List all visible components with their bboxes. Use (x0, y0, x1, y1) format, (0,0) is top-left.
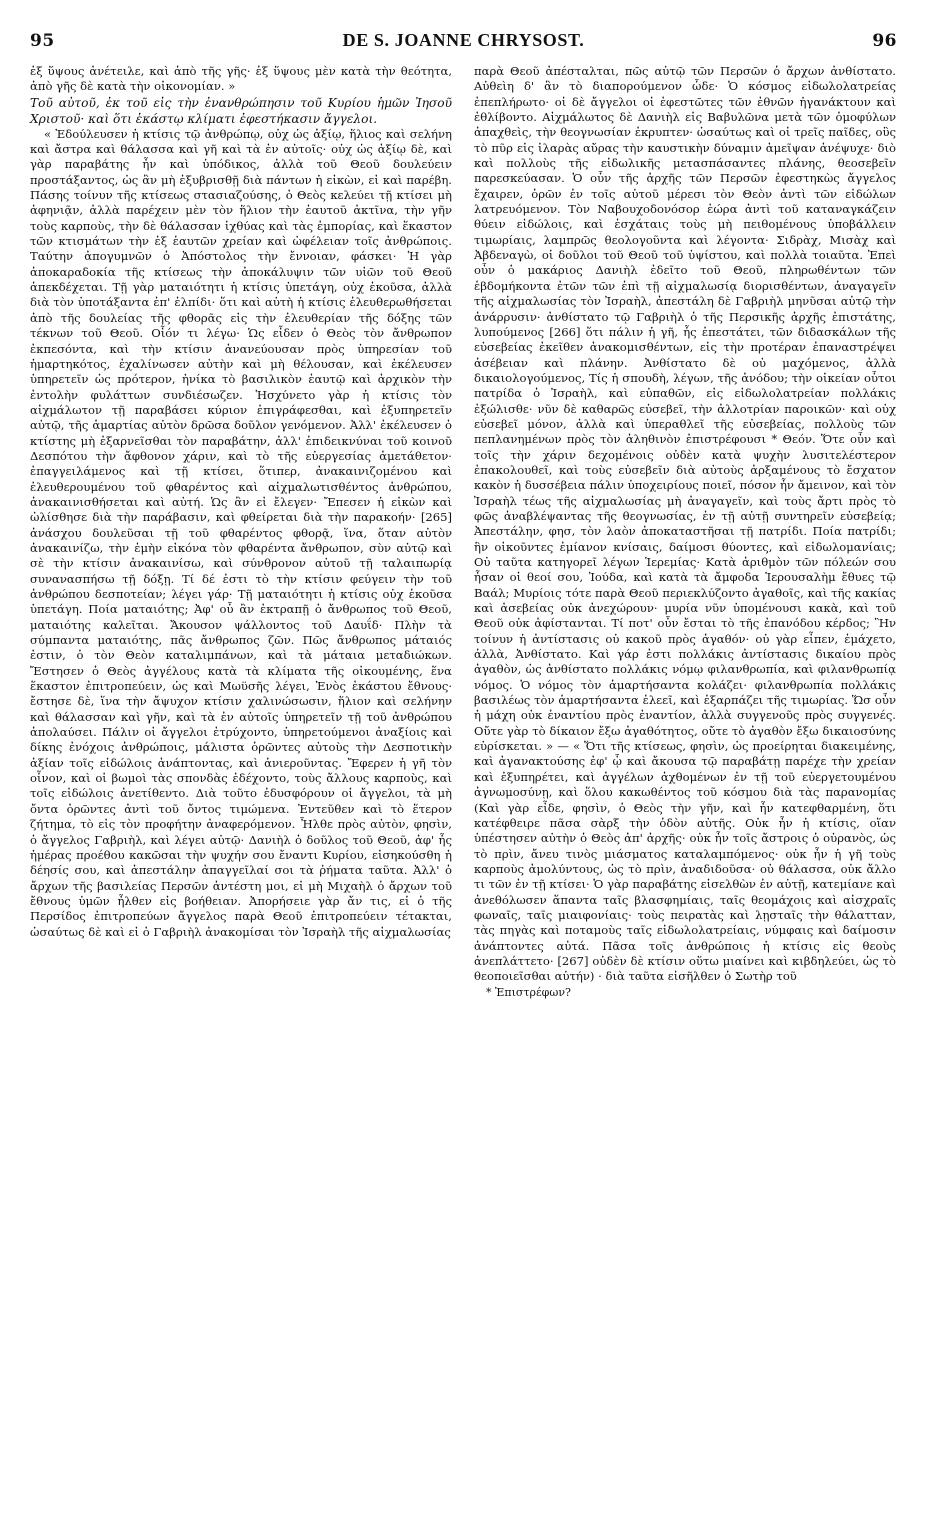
left-column-text: « Ἐδούλευσεν ἡ κτίσις τῷ ἀνθρώπῳ, οὐχ ὡς ἀξίῳ, ἥλιος καὶ σελήνη καὶ ἄστρα καὶ θάλασσα καὶ γῆ καὶ τὰ ἐν αὐτοῖς· οὐχ ὡς ἀξίῳ δὲ, καὶ γὰρ παραβάτης ἦν καὶ ὑπόδικος, ἀλλὰ τοῦ Θεοῦ δουλεύειν προστάξαντος, ὡς ἂν μὴ ἐξυβρισθῇ διὰ πάντων ἡ εἰκὼν, εἰ καὶ παρέβη. Πάσης τοίνυν τῆς κτίσεως στασιαζούσης, ὁ Θεὸς κελεύει τῇ κτίσει μὴ ἀφηνιᾷν, ἀλλὰ παρέχειν μὲν τὸν ἥλιον τὴν ἑαυτοῦ ἀκτῖνα, τὴν γῆν τοὺς καρποὺς, τὴν δὲ θάλασσαν ἰχθύας καὶ τὰς ἐμπορίας, καὶ ἕκαστον τῶν κτισμάτων τὴν ἐξ ἑαυτῶν χρείαν καὶ ὠφέλειαν τοῖς ἀνθρώποις. Ταύτην ἀπογυμνῶν ὁ Ἀπόστολος τὴν ἔννοιαν, φάσκει· Ἡ γὰρ ἀποκαραδοκία τῆς κτίσεως τὴν ἀποκάλυψιν τῶν υἱῶν τοῦ Θεοῦ ἀπεκδέχεται. Τῇ γὰρ ματαιότητι ἡ κτίσις ὑπετάγη, οὐχ ἑκοῦσα, ἀλλὰ διὰ τὸν ὑποτάξαντα ἐπ' ἐλπίδι· ὅτι καὶ αὐτὴ ἡ κτίσις ἐλευθερωθήσεται ἀπὸ τῆς δουλείας τῆς φθορᾶς εἰς τὴν ἐλευθερίαν τῆς δόξης τῶν τέκνων τοῦ Θεοῦ. Οἷόν τι λέγω· Ὡς εἶδεν ὁ Θεὸς τὸν ἄνθρωπον ἐκπεσόντα, καὶ τὴν κτίσιν ἀνανεύουσαν πρὸς ὑπηρεσίαν τοῦ ἡμαρτηκότος, ἐχαλίνωσεν αὐτὴν καὶ μὴ θέλουσαν, καὶ ἐκέλευσεν ὑπηρετεῖν ὡς πρότερον, ἡνίκα τὸ βασιλικὸν ἑαυτῷ καὶ ἀρχικὸν τὴν ἐντολὴν φυλάττων συνδιέσωζεν. Ἡσχύνετο γὰρ ἡ κτίσις τὸν αἰχμάλωτον τῇ παραβάσει κύριον ἐπιγράφεσθαι, καὶ ἐξυπηρετεῖν αὐτῷ, τῆς ἁμαρτίας αὐτὸν δρῶσα δοῦλον γενόμενον. Ἀλλ' ἐκέλευσεν ὁ κτίστης μὴ ἐξαρνεῖσθαι τὸν παραβάτην, ἀλλ' ἐπιδεικνύναι τοῦ κοινοῦ Δεσπότου τὴν ἄφθονον χάριν, καὶ τὸ τῆς εὐεργεσίας ἀμετάθετον· ἐπαγγειλάμενος καὶ τῇ κτίσει, ὅτιπερ, ἀνακαινιζομένου καὶ ἐλευθερουμένου τοῦ φθαρέντος καὶ αἰχμαλωτισθέντος ἀνθρώπου, ἀνακαινισθήσεται καὶ αὐτή. Ὡς ἂν εἰ ἔλεγεν· Ἔπεσεν ἡ εἰκὼν καὶ ὠλίσθησε διὰ τὴν παράβασιν, καὶ φθείρεται διὰ τὴν παρακοήν· [265] ἀνάσχου δουλεῦσαι τῇ τοῦ φθαρέντος φθορᾷ, ἵνα, ὅταν αὐτὸν ἀνακαινίζω, τὴν ἐμὴν εἰκόνα τὸν φθαρέντα ἄνθρωπον, σὺν αὐτῷ καὶ σὲ τὴν κτίσιν ἀνακαινίσω, καὶ σύνθρονον αὐτοῦ τῇ ταλαιπωρίᾳ συνανασπήσω τῇ δόξῃ. Τί δέ ἐστι τὸ τὴν κτίσιν φεύγειν τὴν τοῦ ἀνθρώπου δεσποτείαν; λέγει γάρ· Τῇ ματαιότητι ἡ κτίσις οὐχ ἑκοῦσα ὑπετάγη. Ποία ματαιότης; Ἀφ' οὗ ἂν ἐκτραπῇ ὁ ἄνθρωπος τοῦ Θεοῦ, ματαιότης καλεῖται. Ἄκουσον ψάλλοντος τοῦ Δαυΐδ· Πλὴν τὰ σύμπαντα ματαιότης, πᾶς ἄνθρωπος ζῶν. Πῶς ἄνθρωπος μάταιός ἐστιν, ὁ τὸν Θεὸν καταλιμπάνων, καὶ τὰ μάταια μεταδιώκων. Ἔστησεν ὁ Θεὸς ἀγγέλους κατὰ τὰ κλίματα τῆς οἰκουμένης, ἕνα ἕκαστον ἐπιτροπεύειν, ὡς καὶ Μωϋσῆς λέγει, Ἑνὸς ἑκάστου ἔθνους· ἔστησε δὲ, ἵνα τὴν ἄψυχον κτίσιν χαλινώσωσιν, ἥλιον καὶ σελήνην καὶ θάλασσαν καὶ γῆν, καὶ τὰ ἐν αὐτοῖς ὑπηρετεῖν τῇ τοῦ ἀνθρώπου ἀπολαύσει. Πάλιν οἱ ἄγγελοι ἐτρύχοντο, ὑπηρετούμενοι ἀναξίοις καὶ δίκης ἐνόχοις ἀνθρώποις, μάλιστα ὁρῶντες αὐτοὺς τὴν Δεσποτικὴν ἀξίαν τοῖς εἰδώλοις ἀνάπτοντας, καὶ ἀνιεροῦντας. Ἔφερεν ἡ γῆ τὸν οἶνον, καὶ οἱ βωμοὶ τὰς σπονδὰς ἐδέχοντο, τοὺς ἄλλους καρποὺς, καὶ τοῖς εἰδώλοις ἀνετίθεντο. Διὰ τοῦτο ἐδυσφόρουν οἱ ἄγγελοι, τὰ μὴ ὄντα ὁρῶντες ἀντὶ τοῦ ὄντος τιμώμενα. Ἐντεῦθεν καὶ τὸ ἕτερον ζήτημα, τὸ εἰς τὸν προφήτην ἀναφερόμενον. Ἦλθε πρὸς αὐτὸν, φησὶν, ὁ ἄγγελος Γαβριὴλ, καὶ λέγει αὐτῷ· Δανιὴλ ὁ δοῦλος τοῦ Θεοῦ, ἀφ' ἧς ἡμέρας προέθου κακῶσαι τὴν ψυχήν σου ἔναντι Κυρίου, εἰσηκούσθη ἡ δέησίς σου, καὶ ἀπεστάλην ἀπαγγεῖλαί σοι τὰ ῥήματα ταῦτα. Ἀλλ' ὁ ἄρχων τῆς βασιλείας Περσῶν ἀντέστη μοι, εἰ μὴ Μιχαὴλ ὁ ἄρχων τοῦ ἔθνους ὑμῶν ἦλθεν εἰς βοήθειαν. Ἀπορήσειε γὰρ ἄν τις, εἰ ὁ τῆς Περσίδος ἐπιτροπεύων ἄγγελος παρὰ Θεοῦ ἐπιτροπεύειν τέτακται, ὡσαύτως δὲ καὶ εἰ ὁ Γαβριὴλ ἀνακομίσαι τὸν Ἰσραὴλ τῆς αἰχμαλωσίας (30, 126, 452, 939)
right-column (474, 64, 896, 1000)
page-number-left: 95 (30, 31, 55, 51)
opening-paragraph: ἐξ ὕψους ἀνέτειλε, καὶ ἀπὸ τῆς γῆς· ἐξ ὕψους μὲν κατὰ τὴν θεότητα, ἀπὸ γῆς δὲ κατὰ τὴν οἰκονομίαν. » (30, 64, 452, 94)
running-head (30, 30, 897, 58)
footnote: * Ἐπιστρέφων? (486, 985, 571, 999)
running-title: DE S. JOANNE CHRYSOST. (342, 30, 585, 50)
right-column-text: παρὰ Θεοῦ ἀπέσταλται, πῶς αὐτῷ τῶν Περσῶν ὁ ἄρχων ἀνθίστατο. Αὐθεὶη δ' ἂν τὸ διαπορούμενον ὧδε· Ὁ κόσμος εἰδωλολατρείας ἐπεπλήρωτο· οἱ δὲ ἄγγελοι οἱ ἐφεστῶτες τῶν ἐθνῶν ἠγανάκτουν καὶ ἐθλίβοντο. Αἰχμάλωτος δὲ Δανιὴλ εἰς Βαβυλῶνα μετὰ τῶν ὁμοφύλων ἀπαχθεὶς, τὴν θεογνωσίαν ἐκρυπτεν· ὡσαύτως καὶ οἱ τρεῖς παῖδες, οὓς τὸ πῦρ εἰς ἱλαρὰς αὔρας τὴν καυστικὴν δύναμιν ἀμεῖψαν ἀνέψυχε· διὸ καὶ πολλοὺς τῆς εἰδωλικῆς μετασπάσαντες πλάνης, θεοσεβεῖν παρεσκεύασαν. Ὁ οὖν τῆς ἀρχῆς τῶν Περσῶν ἐφεστηκὼς ἄγγελος ἔχαιρεν, ὁρῶν ἐν τοῖς αὐτοῦ μέρεσι τὸν Θεὸν ἀντὶ τῶν εἰδώλων λατρευόμενον. Τὸν Ναβουχοδονόσορ ἑώρα ἀντὶ τοῦ καταναγκάζειν θύειν εἰδώλοις, καὶ ἐσχάταις τοὺς μὴ πειθομένους ὑποβάλλειν τιμωρίαις, λαμπρῶς θεολογοῦντα καὶ λέγοντα· Σιδρὰχ, Μισὰχ καὶ Ἀβδεναγὼ, οἱ δοῦλοι τοῦ Θεοῦ τοῦ ὑψίστου, καὶ πολλὰ τοιαῦτα. Ἐπεὶ οὖν ὁ μακάριος Δανιὴλ ἐδεῖτο τοῦ Θεοῦ, πληρωθέντων τῶν ἑβδομήκοντα ἐτῶν τῶν ἐπὶ τῇ αἰχμαλωσίᾳ διορισθέντων, ἀναγαγεῖν τῆς αἰχμαλωσίας τὸν Ἰσραὴλ, ἀπεστάλη δὲ Γαβριὴλ μηνῦσαι αὐτῷ τὴν ἀνάρρυσιν· ἀνθίστατο τῷ Γαβριὴλ ὁ τῆς Περσικῆς ἀρχῆς ἐπιστάτης, λυπούμενος [266] ὅτι πάλιν ἡ γῆ, ἧς ἐπεστάτει, τῶν διδασκάλων τῆς εὐσεβείας ἐκεῖθεν ἀνακομισθέντων, εἰς τὴν προτέραν ἐπαναστρέψει ἀσέβειαν καὶ πλάνην. Ἀνθίστατο δὲ οὐ μαχόμενος, ἀλλὰ δικαιολογούμενος, Τίς ἡ σπουδὴ, λέγων, τῆς ἀνόδου; τὴν οἰκείαν οὗτοι πατρίδα ὁ Ἰσραὴλ, καὶ εὐπαθῶν, εἰς εἰδωλολατρείαν πολλάκις ἐξώλισθε· νῦν δὲ καθαρῶς εὐσεβεῖ, τὴν ἀλλοτρίαν παροικῶν· καὶ οὐχ εὐσεβεῖ μόνον, ἀλλὰ καὶ ὑπεραθλεῖ τῆς εὐσεβείας, πολλοὺς τῶν πεπλανημένων πρὸς τὸν ἀληθινὸν ἐπιστρέφουσι * Θεόν. Ὅτε οὖν καὶ τοῖς τὴν χάριν δεχομένοις οὐδὲν κατὰ ψυχὴν λυσιτελέστερον ἐπακολουθεῖ, καὶ τοὺς εὐσεβεῖν διὰ αὐτοὺς ἀρξαμένους τὸ ἔσχατον κακὸν ἡ δυσσέβεια πάλιν ὑποχειρίους ποιεῖ, πόσον ἦν ἄμεινον, καὶ τὸν Ἰσραὴλ τέως τῆς αἰχμαλωσίας μὴ ἀναγαγεῖν, καὶ τοὺς ἄρτι πρὸς τὸ φῶς ἀναβλέψαντας τῆς θεογνωσίας, ἐν τῇ αὐτῇ συντηρεῖν εὐσεβείᾳ; Ἀπεστάλην, φησ, τὸν λαὸν ἀποκαταστῆσαι τῇ πατρίδι. Ποία πατρίδι; ἣν οἰκοῦντες ἐμίανον κνίσαις, δαίμοσι θύοντες, καὶ εἰδωλομανίαις; Οὐ ταῦτα κατηγορεῖ λέγων Ἱερεμίας· Κατὰ ἀριθμὸν τῶν πόλεών σου ἦσαν οἱ θεοί σου, Ἰούδα, καὶ κατὰ τὰ ἄμφοδα Ἱερουσαλὴμ ἔθυες τῷ Βαάλ; Μυρίοις τότε παρὰ Θεοῦ περιεκλύζοντο ἀγαθοῖς, καὶ τῆς κακίας καὶ ἀσεβείας οὐκ ἀνεχώρουν· μυρία νῦν ὑπομένουσι κακὰ, καὶ τοῦ Θεοῦ οὐκ ἀφίστανται. Τί ποτ' οὖν ἔσται τὸ τῆς ἐπανόδου κέρδος; Ἣν τοίνυν ἡ ἀντίστασις οὐ κακοῦ πρὸς ἀγαθόν· οὐ γὰρ εἶπεν, ἐμάχετο, ἀλλὰ, Ἀνθίστατο. Καὶ γάρ ἐστι πολλάκις ἀντίστασις δικαίου πρὸς ἀγαθὸν, ὡς ἀνθίστατο πολλάκις νόμῳ φιλανθρωπία, καὶ φιλανθρωπίᾳ νόμος. Ὁ νόμος τὸν ἁμαρτήσαντα κολάζει· φιλανθρωπία πολλάκις βασιλέως τὸν ἁμαρτήσαντα ἐλεεῖ, καὶ ἐξαρπάζει τῆς τιμωρίας. Ὥσ οὖν ἡ μάχη οὐκ ἐναντίου πρὸς ἐναντίον, ἀλλὰ συγγενοῦς πρὸς συγγενές. Οὔτε γὰρ τὸ δίκαιον ἔξω ἀγαθότητος, οὔτε τὸ ἀγαθὸν ἔξω δικαιοσύνης εὑρίσκεται. » — « Ὅτι τῆς κτίσεως, φησὶν, ὡς προείρηται διακειμένης, καὶ ἀγανακτούσης ἐφ' ᾧ καὶ ἄκουσα τῷ παραβάτῃ παρέχε τὴν χρείαν καὶ ἐξυπηρέτει, καὶ ἀγγέλων ἀχθομένων ἐν τῇ τοῦ εὐεργετουμένου ἀγνωμοσύνῃ, καὶ ὅλου κακωθέντος τοῦ κόσμου διὰ τὰς παρανομίας (Καὶ γὰρ εἶδε, φησὶν, ὁ Θεὸς τὴν γῆν, καὶ ἦν κατεφθαρμένη, ὅτι κατέφθειρε πᾶσα σὰρξ τὴν ὁδὸν αὐτῆς. Οὐκ ἦν ἡ κτίσις, οἵαν ὑπέστησεν αὐτὴν ὁ Θεὸς ἀπ' ἀρχῆς· οὐκ ἦν τοῖς ἄστροις ὁ οὐρανὸς, ὡς τὸ πρὶν, ἄνευ τινὸς μιάσματος καταλαμπόμενος· οὐκ ἦν ἡ γῆ τοὺς καρποὺς ἀμολύντους, ὡς τὸ πρὶν, ἀναδιδοῦσα· οὐ θάλασσα, οὐκ ἄλλο τι τῶν ἐν τῇ κτίσει· Ὁ γὰρ παραβάτης εἰσελθὼν ἐν αὐτῇ, κατεμίανε καὶ ἀνεθόλωσεν ἅπαντα ταῖς βλασφημίαις, ταῖς θεομάχοις καὶ αἰσχραῖς φωναῖς, ταῖς μιαιφονίαις· τοὺς πειρατὰς καὶ λῃσταῖς τὴν θάλατταν, τὰς πηγὰς καὶ ποταμοὺς ταῖς εἰδωλολατρείαις, νύμφαις καὶ δαίμοσιν ἀνάπτοντες αὐτά. Πᾶσα τοῖς ἀνθρώποις ἡ κτίσις εἰς θεοὺς ἀνεπλάττετο· [267] οὐδὲν δὲ κτίσιν οὕτω μιαίνει καὶ κιβδηλεύει, ὡς τὸ θεοποιεῖσθαι αὐτήν) · διὰ ταῦτα εἰσῆλθεν ὁ Σωτὴρ τοῦ (474, 64, 896, 984)
section-heading: Τοῦ αὐτοῦ, ἐκ τοῦ εἰς τὴν ἐνανθρώπησιν τοῦ Κυρίου ἡμῶν Ἰησοῦ Χριστοῦ· καὶ ὅτι ἑκάστῳ κλίματι ἐφεστήκασιν ἄγγελοι. (30, 95, 452, 126)
left-column (30, 64, 452, 1000)
two-column-body (30, 64, 897, 1000)
page-number-right: 96 (872, 31, 897, 51)
